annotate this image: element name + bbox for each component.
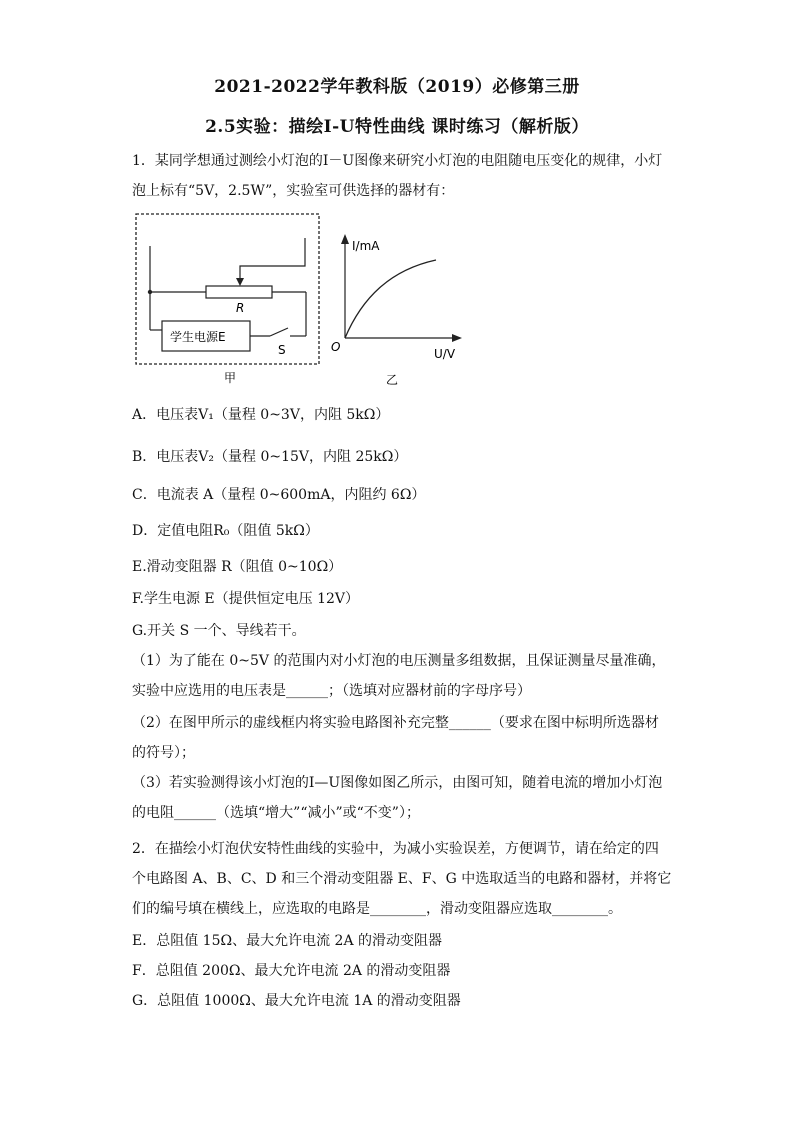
i-u-curve bbox=[345, 260, 436, 338]
q2-stem-line1: 2．在描绘小灯泡伏安特性曲线的实验中，为减小实验误差，方便调节，请在给定的四 bbox=[132, 841, 659, 857]
q1-option-f: F.学生电源 E（提供恒定电压 12V） bbox=[132, 591, 360, 607]
q1-option-d: D．定值电阻R₀（阻值 5kΩ） bbox=[132, 523, 319, 539]
resistor-label: R bbox=[236, 301, 245, 315]
x-axis-label: U/V bbox=[434, 347, 456, 361]
document-title-line1: 2021-2022学年教科版（2019）必修第三册 bbox=[214, 77, 580, 97]
q1-figures bbox=[130, 208, 470, 388]
q2-stem-line2: 个电路图 A、B、C、D 和三个滑动变阻器 E、F、G 中选取适当的电路和器材，并将它 bbox=[132, 871, 672, 887]
q1-stem-line2: 泡上标有“5V，2.5W”，实验室可供选择的器材有： bbox=[132, 183, 455, 199]
q1-sub2-line2: 的符号）； bbox=[132, 745, 195, 761]
q1-sub3-line1: （3）若实验测得该小灯泡的I—U图像如图乙所示，由图可知，随着电流的增加小灯泡 bbox=[132, 775, 663, 791]
rheostat-resistor bbox=[206, 286, 272, 298]
q1-option-c: C．电流表 A（量程 0~600mA，内阻约 6Ω） bbox=[132, 487, 426, 503]
q2-option-g: G．总阻值 1000Ω、最大允许电流 1A 的滑动变阻器 bbox=[132, 993, 461, 1009]
q1-option-a: A．电压表V₁（量程 0~3V，内阻 5kΩ） bbox=[132, 407, 390, 423]
y-axis-arrow-icon bbox=[341, 234, 349, 244]
q1-sub1-line2: 实验中应选用的电压表是______；（选填对应器材前的字母序号） bbox=[132, 683, 531, 699]
switch-blade bbox=[270, 328, 288, 336]
q2-option-f: F．总阻值 200Ω、最大允许电流 2A 的滑动变阻器 bbox=[132, 963, 451, 979]
figure-jia-circuit bbox=[136, 214, 319, 385]
q1-option-e: E.滑动变阻器 R（阻值 0~10Ω） bbox=[132, 559, 343, 575]
figure-yi-caption: 乙 bbox=[386, 373, 399, 387]
q2-option-e: E．总阻值 15Ω、最大允许电流 2A 的滑动变阻器 bbox=[132, 933, 443, 949]
q1-sub2-line1: （2）在图甲所示的虚线框内将实验电路图补充完整______（要求在图中标明所选器材 bbox=[132, 715, 659, 731]
x-axis-arrow-icon bbox=[452, 334, 462, 342]
origin-label: O bbox=[331, 340, 341, 354]
q1-sub1-line1: （1）为了能在 0~5V 的范围内对小灯泡的电压测量多组数据，且保证测量尽量准确， bbox=[132, 653, 666, 669]
q1-sub3-line2: 的电阻______（选填“增大”“减小”或“不变”）； bbox=[132, 805, 420, 821]
switch-label: S bbox=[278, 343, 286, 357]
q2-stem-line3: 们的编号填在横线上，应选取的电路是________，滑动变阻器应选取________。 bbox=[132, 901, 622, 917]
figure-jia-caption: 甲 bbox=[224, 371, 237, 385]
q1-stem-line1: 1．某同学想通过测绘小灯泡的I－U图像来研究小灯泡的电阻随电压变化的规律，小灯 bbox=[132, 153, 663, 169]
y-axis-label: I/mA bbox=[352, 239, 380, 253]
q1-option-b: B．电压表V₂（量程 0~15V，内阻 25kΩ） bbox=[132, 449, 408, 465]
q1-option-g: G.开关 S 一个、导线若干。 bbox=[132, 623, 306, 639]
slider-wire bbox=[240, 238, 305, 280]
figure-yi-graph bbox=[331, 234, 462, 387]
document-title-line2: 2.5实验：描绘I-U特性曲线 课时练习（解析版） bbox=[205, 117, 589, 137]
slider-arrow-icon bbox=[236, 278, 244, 286]
power-source-label: 学生电源E bbox=[170, 330, 226, 344]
